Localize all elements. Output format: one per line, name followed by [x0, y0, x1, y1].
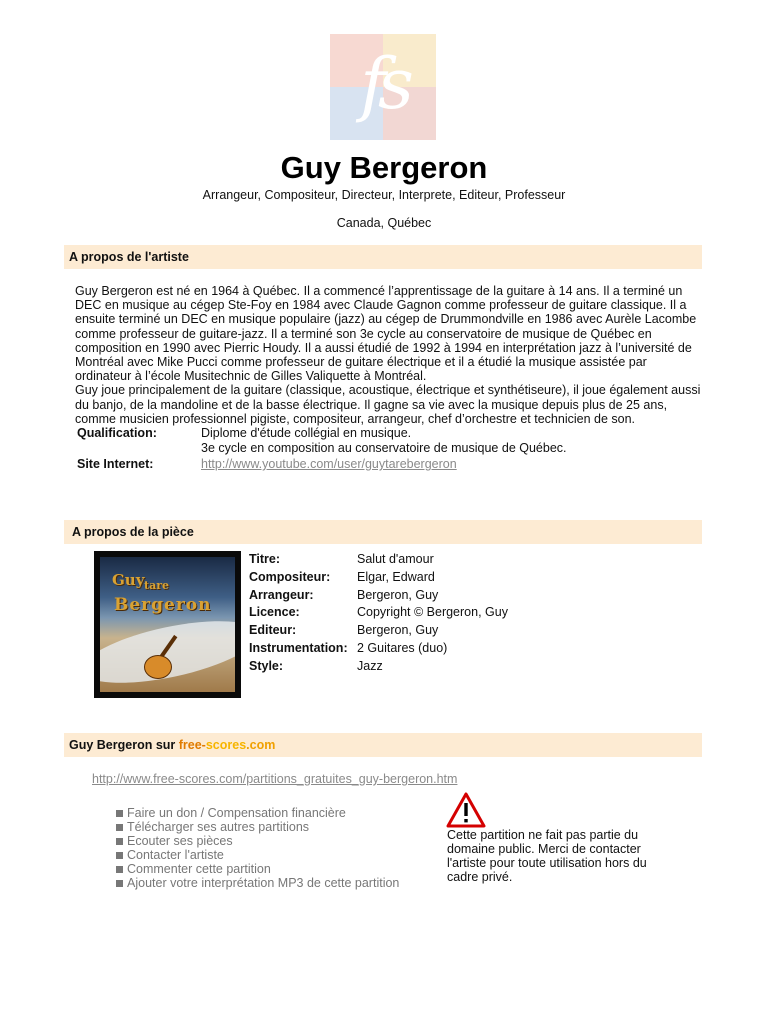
- bullet-square-icon: [116, 824, 123, 831]
- free-scores-logo: [330, 34, 436, 140]
- piece-field-value: 2 Guitares (duo): [357, 641, 448, 655]
- brand-free: free-: [178, 738, 206, 752]
- cover-text: Bergeron: [114, 595, 212, 615]
- section-title: A propos de la pièce: [72, 525, 194, 539]
- bullet-square-icon: [116, 838, 123, 845]
- album-cover-art: [100, 557, 235, 692]
- section-header-free-scores: [64, 733, 702, 757]
- bullet-square-icon: [116, 880, 123, 887]
- action-add-mp3[interactable]: [116, 876, 399, 890]
- action-contact-artist[interactable]: [116, 848, 399, 862]
- piece-field-label: Arrangeur:: [249, 588, 314, 602]
- qualification-label: Qualification:: [77, 426, 157, 440]
- section-header-about-piece: [64, 520, 702, 544]
- piece-field-label: Titre:: [249, 552, 281, 566]
- cover-text: tare: [144, 579, 170, 592]
- piece-field-value: Bergeron, Guy: [357, 588, 439, 602]
- piece-field-label: Style:: [249, 659, 284, 673]
- artist-location: Canada, Québec: [336, 216, 432, 230]
- artist-biography: [75, 284, 705, 426]
- copyright-warning-text: Cette partition ne fait pas partie du domaine public. Merci de contacter l'artiste pour toute utilisation hors du cadre privé.: [447, 828, 647, 884]
- warning-triangle-icon: [446, 792, 486, 828]
- action-label: Télécharger ses autres partitions: [127, 820, 310, 834]
- action-label: Ecouter ses pièces: [127, 834, 233, 848]
- website-label: Site Internet:: [77, 457, 154, 471]
- action-listen[interactable]: [116, 834, 399, 848]
- action-label: Contacter l'artiste: [127, 848, 224, 862]
- qualification-line: 3e cycle en composition au conservatoire de musique de Québec.: [201, 440, 567, 455]
- website-link[interactable]: http://www.youtube.com/user/guytarebergeron: [201, 457, 457, 471]
- section-header-about-artist: [64, 245, 702, 269]
- bio-paragraph: Guy joue principalement de la guitare (classique, acoustique, électrique et synthétiseure), il joue également aussi du banjo, de la mandoline et de la basse électrique. Il gagne sa vie avec la musique depuis plus de 25 ans, comme musicien professionnel pigiste, compositeur, arrangeur, chef d’orchestre et technicien de son.: [75, 383, 701, 426]
- action-comment[interactable]: [116, 862, 399, 876]
- brand-com: .com: [246, 738, 276, 752]
- piece-field-value: Jazz: [357, 659, 383, 673]
- action-donate[interactable]: [116, 806, 399, 820]
- piece-field-label: Editeur:: [249, 623, 297, 637]
- piece-field-label: Instrumentation:: [249, 641, 348, 655]
- album-cover: [94, 551, 241, 698]
- artist-roles: Arrangeur, Compositeur, Directeur, Interprete, Editeur, Professeur: [202, 188, 566, 202]
- bullet-square-icon: [116, 852, 123, 859]
- action-label: Faire un don / Compensation financière: [127, 806, 346, 820]
- piece-field-value: Elgar, Edward: [357, 570, 435, 584]
- section-title: Guy Bergeron sur: [69, 738, 179, 752]
- action-label: Ajouter votre interprétation MP3 de cette partition: [127, 876, 400, 890]
- piece-field-value: Salut d'amour: [357, 552, 434, 566]
- free-scores-profile-link[interactable]: http://www.free-scores.com/partitions_gratuites_guy-bergeron.htm: [92, 772, 458, 786]
- bullet-square-icon: [116, 810, 123, 817]
- brand-scores: scores: [205, 738, 247, 752]
- qualification-line: Diplome d'étude collégial en musique.: [201, 426, 412, 440]
- qualification-value: [201, 426, 567, 455]
- action-download-scores[interactable]: [116, 820, 399, 834]
- guitar-body-shape: [144, 655, 172, 679]
- section-title: A propos de l'artiste: [69, 250, 189, 264]
- action-label: Commenter cette partition: [127, 862, 271, 876]
- piece-field-label: Licence:: [249, 605, 300, 619]
- piece-field-label: Compositeur:: [249, 570, 331, 584]
- bullet-square-icon: [116, 866, 123, 873]
- artist-actions-list: [116, 806, 399, 890]
- piece-field-value: Bergeron, Guy: [357, 623, 439, 637]
- artist-name: Guy Bergeron: [280, 150, 488, 185]
- bio-paragraph: Guy Bergeron est né en 1964 à Québec. Il a commencé l’apprentissage de la guitare à 14 ans. Il a terminé un DEC en musique au cégep Ste-Foy en 1984 avec Claude Gagnon comme professeur de guitare classique. Il a ensuite terminé un DEC en musique populaire (jazz) au cégep de Drummondville en 1986 avec Aurèle Lacombe comme professeur de guitare-jazz. Il a terminé son 3e cycle au conservatoire de musique de Québec en composition en 1990 avec Pierric Houdy. Il a aussi étudié de 1992 à 1994 en interprétation jazz à l’université de Montréal avec Mike Pucci comme professeur de guitare électrique et il a étudié la musique assistée par ordinateur à l’école Musitechnic de Gilles Valiquette à Montréal.: [75, 284, 697, 384]
- cover-text: Guy: [112, 571, 145, 589]
- piece-field-value: Copyright © Bergeron, Guy: [357, 605, 508, 619]
- logo-glyph: fs: [360, 43, 406, 125]
